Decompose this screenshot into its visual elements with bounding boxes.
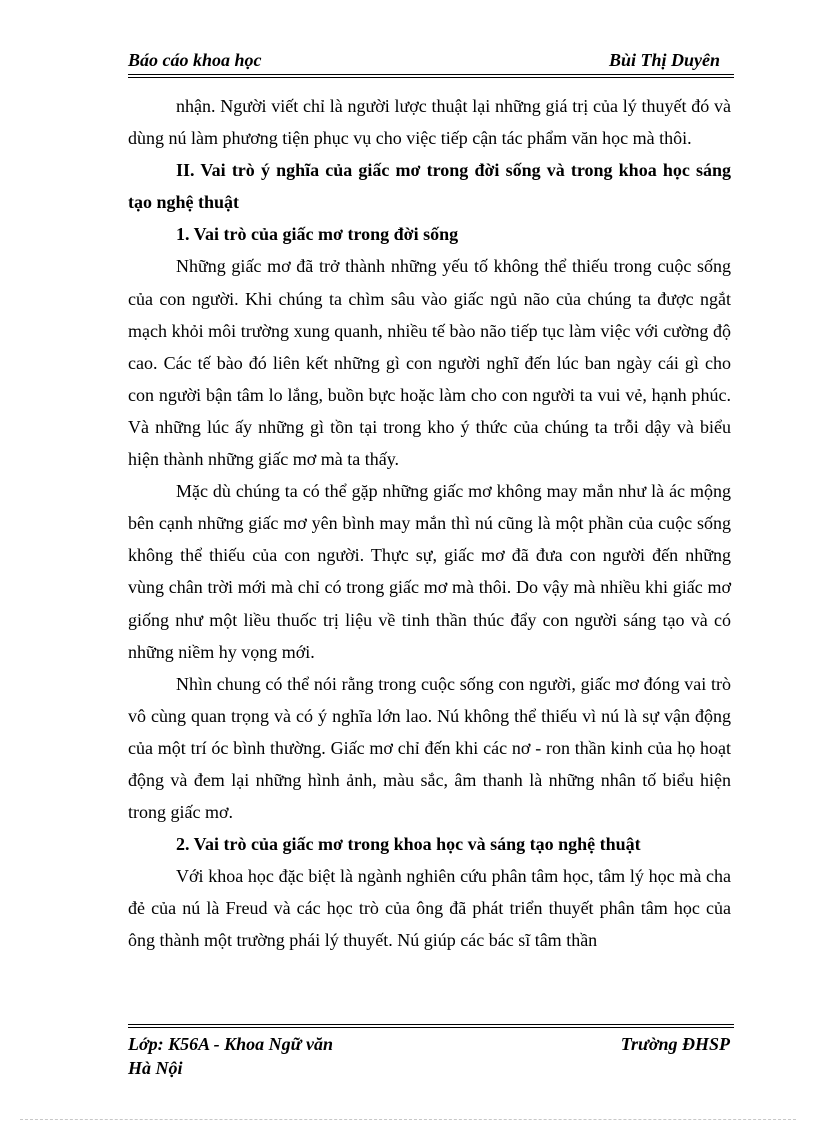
header-report-title: Báo cáo khoa học — [128, 50, 262, 70]
page-header — [128, 48, 734, 78]
footer-city-line: Hà Nội — [128, 1058, 183, 1078]
page-body — [128, 90, 731, 957]
page-footer — [128, 1024, 734, 1078]
footer-university: Trường ĐHSP — [620, 1034, 730, 1054]
footer-class-info — [128, 1032, 388, 1080]
paragraph-continuation: nhận. Người viết chỉ là người lược thuật lại những giá trị của lý thuyết đó và dùng nú làm phương tiện phục vụ cho việc tiếp cận tác phẩm văn học mà thôi. — [128, 96, 731, 149]
header-author-name: Bùi Thị Duyên — [608, 50, 720, 70]
paragraph-3: Nhìn chung có thể nói rằng trong cuộc sống con người, giấc mơ đóng vai trò vô cùng quan trọng và có ý nghĩa lớn lao. Nú không thể thiếu vì nú là sự vận động của một trí óc bình thường. Giấc mơ chỉ đến khi các nơ - ron thần kinh của họ hoạt động và đem lại những hình ảnh, màu sắc, âm thanh là những nhân tố biểu hiện trong giấc mơ. — [128, 673, 731, 823]
paragraph-4: Với khoa học đặc biệt là ngành nghiên cứu phân tâm học, tâm lý học mà cha đẻ của nú là Freud và các học trò của ông đã phát triển thuyết phân tâm học của ông thành một trường phái lý thuyết. Nú giúp các bác sĩ tâm thần — [128, 866, 731, 951]
subsection-heading-1: 1. Vai trò của giấc mơ trong đời sống — [176, 224, 459, 245]
paragraph-2: Mặc dù chúng ta có thể gặp những giấc mơ không may mắn như là ác mộng bên cạnh những giấc mơ yên bình may mắn thì nú cũng là một phần của cuộc sống không thể thiếu của con người. Thực sự, giấc mơ đã đưa con người đến những vùng chân trời mới mà chỉ có trong giấc mơ mà thôi. Do vậy mà nhiều khi giấc mơ giống như một liều thuốc trị liệu về tinh thần thúc đẩy con người sáng tạo và có những niềm hy vọng mới. — [128, 481, 731, 662]
footer-class-line: Lớp: K56A - Khoa Ngữ văn — [128, 1034, 333, 1054]
subsection-heading-2: 2. Vai trò của giấc mơ trong khoa học và sáng tạo nghệ thuật — [176, 834, 641, 855]
page-edge-divider — [20, 1119, 796, 1120]
section-heading: II. Vai trò ý nghĩa của giấc mơ trong đời sống và trong khoa học sáng tạo nghệ thuật — [128, 160, 731, 213]
paragraph-1: Những giấc mơ đã trở thành những yếu tố không thể thiếu trong cuộc sống của con người. Khi chúng ta chìm sâu vào giấc ngủ não của chúng ta được ngắt mạch khỏi môi trường xung quanh, nhiều tế bào não tiếp tục làm việc với cường độ cao. Các tế bào đó liên kết những gì con người nghĩ đến lúc ban ngày cái gì cho con người bận tâm lo lắng, buồn bực hoặc làm cho con người ta vui vẻ, hạnh phúc. Và những lúc ấy những gì tồn tại trong kho ý thức của chúng ta trỗi dậy và biểu hiện thành những giấc mơ mà ta thấy. — [128, 256, 731, 470]
